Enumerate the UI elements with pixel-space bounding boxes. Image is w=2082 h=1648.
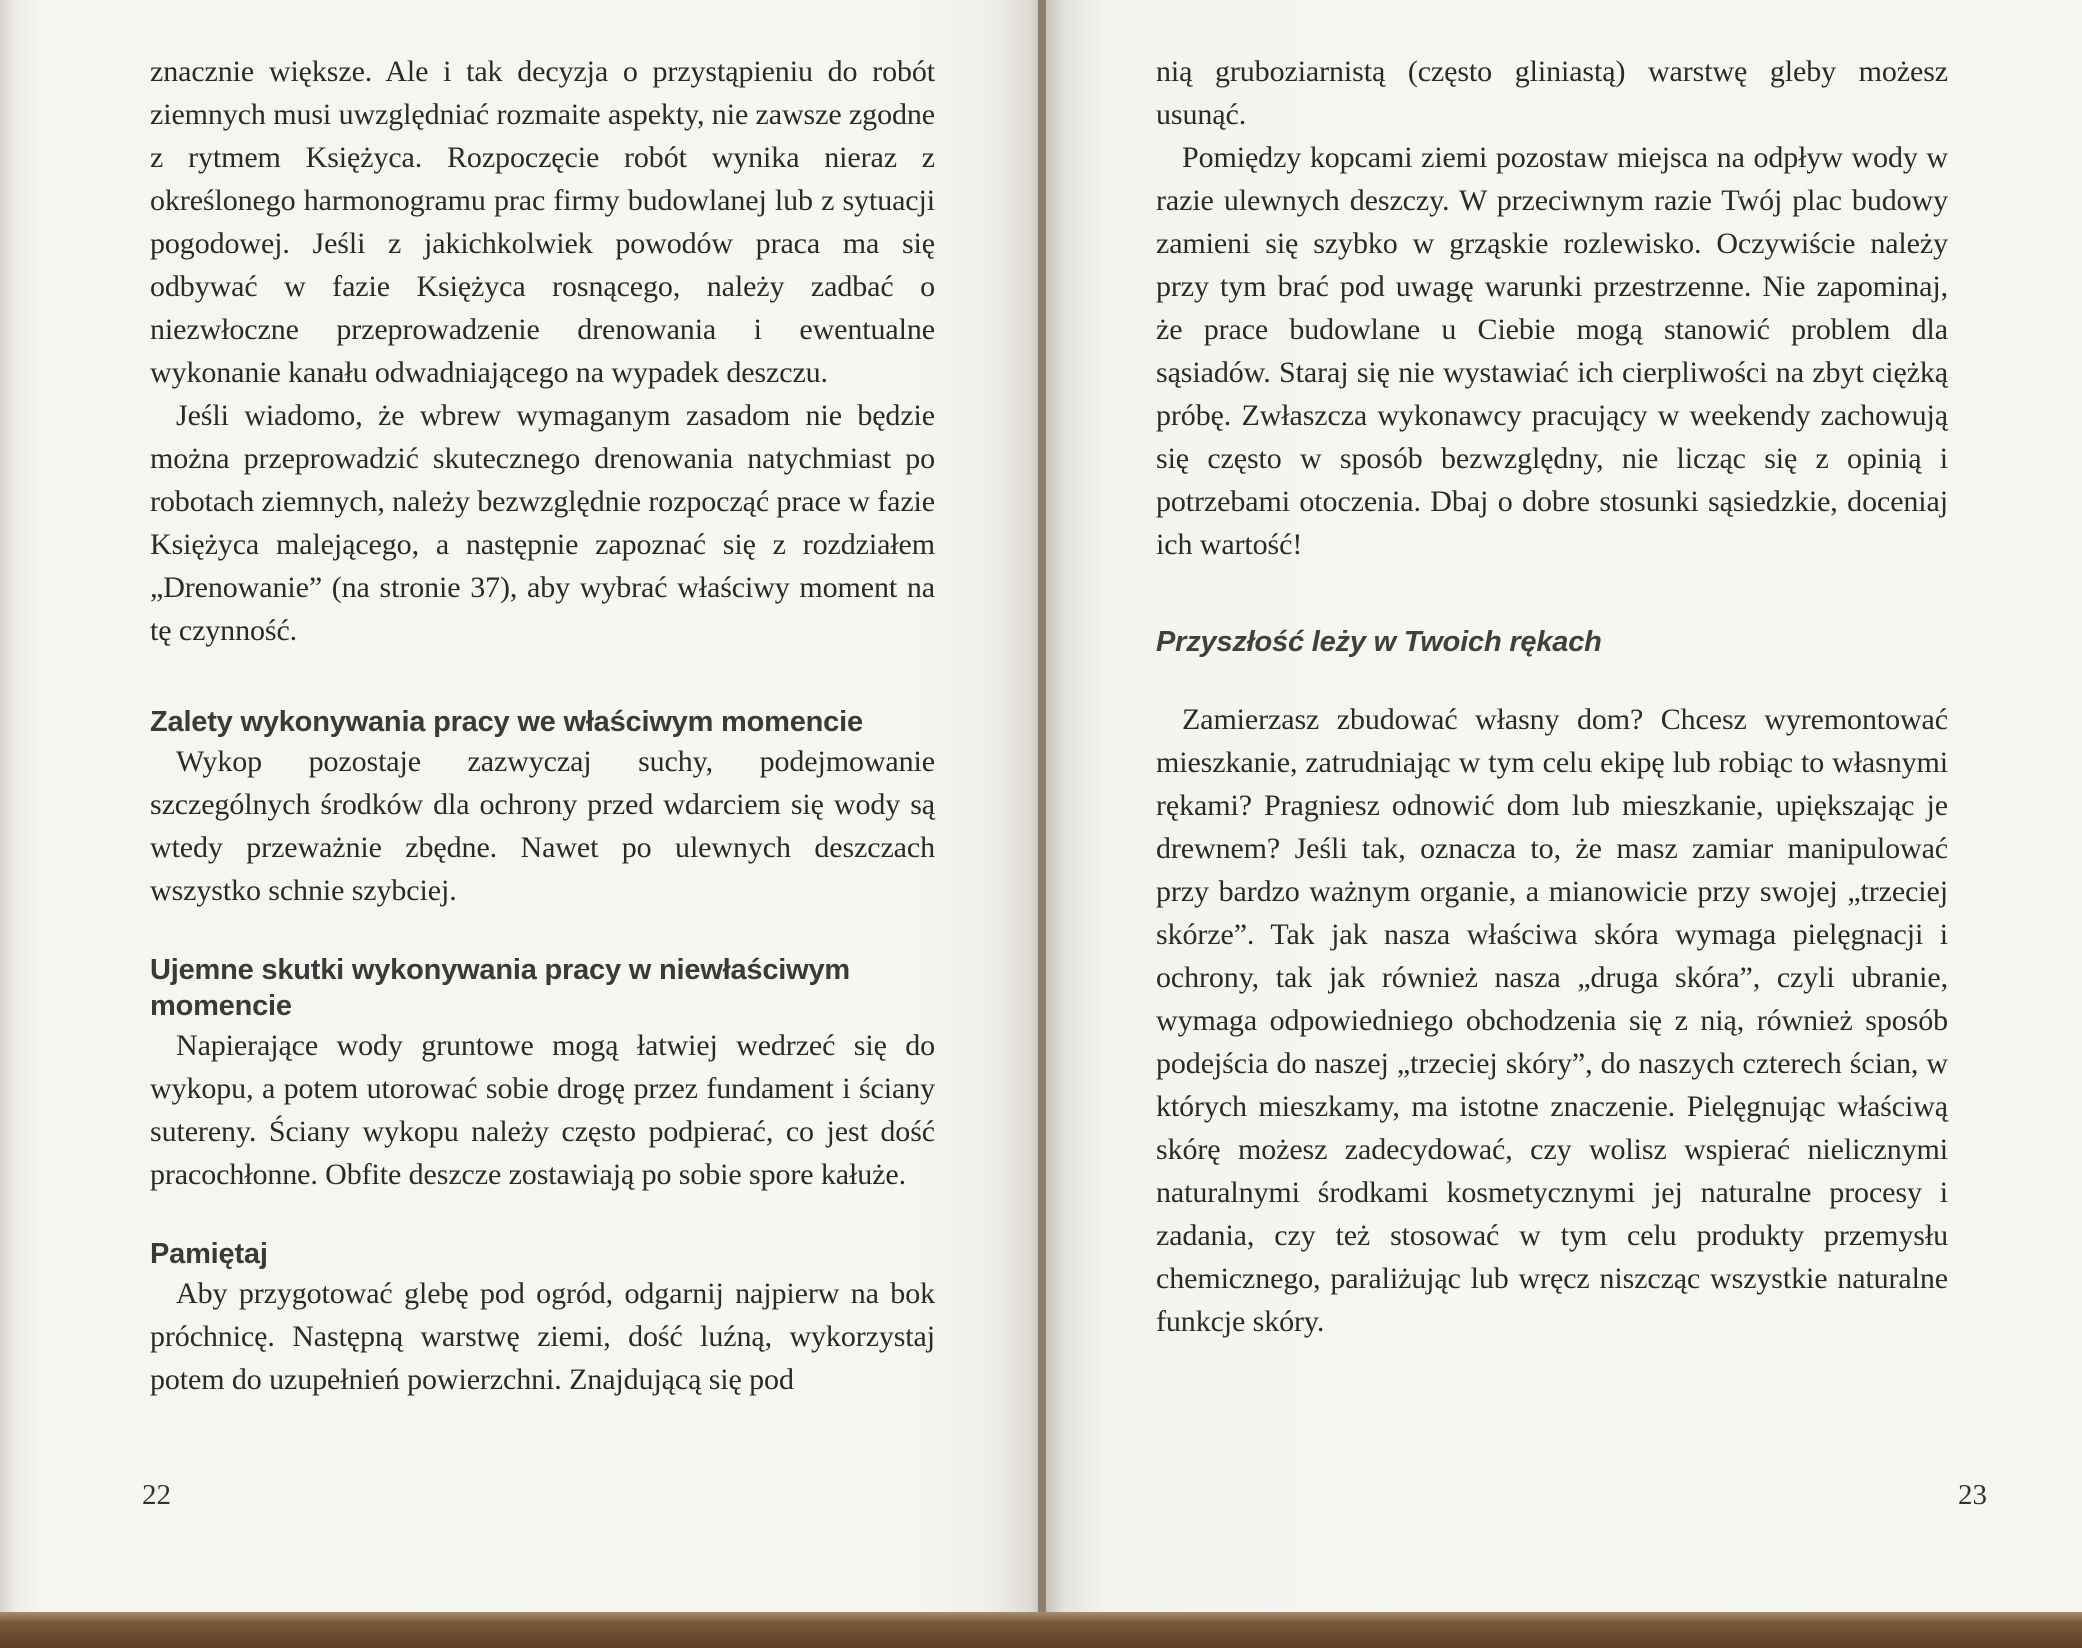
book-gutter — [1038, 0, 1046, 1612]
paragraph: Pomiędzy kopcami ziemi pozostaw miejsca na odpływ wody w razie ulewnych deszczy. W przeciwnym razie Twój plac budowy zamieni się szybko w grząskie rozlewisko. Oczywiście należy przy tym brać pod uwagę warunki przestrzenne. Nie zapominaj, że prace budowlane u Ciebie mogą stanowić problem dla sąsiadów. Staraj się nie wystawiać ich cierpliwości na zbyt ciężką próbę. Zwłaszcza wykonawcy pracujący w weekendy zachowują się często w sposób bezwzględny, nie licząc się z opinią i potrzebami otoczenia. Dbaj o dobre stosunki sąsiedzkie, doceniaj ich wartość! — [1156, 141, 1948, 561]
paragraph: Aby przygotować glebę pod ogród, odgarnij najpierw na bok próchnicę. Następną warstwę ziemi, dość luźną, wykorzystaj potem do uzupełnień powierzchni. Znajdującą się pod — [150, 1277, 935, 1396]
section-heading: Przyszłość leży w Twoich rękach — [1156, 626, 1602, 658]
page-number: 23 — [1958, 1479, 1987, 1511]
paragraph: Jeśli wiadomo, że wbrew wymaganym zasadom nie będzie można przeprowadzić skutecznego drenowania natychmiast po robotach ziemnych, należy bezwzględnie rozpocząć prace w fazie Księżyca malejącego, a następnie zapoznać się z rozdziałem „Drenowanie” (na stronie 37), aby wybrać właściwy moment na tę czynność. — [150, 399, 936, 647]
right-page-text-column — [1156, 50, 1948, 1343]
left-page — [0, 0, 1038, 1612]
book-cover-edge — [0, 1612, 2082, 1648]
paragraph: nią gruboziarnistą (często gliniastą) warstwę gleby możesz usunąć. — [1156, 55, 1948, 131]
paragraph: znacznie większe. Ale i tak decyzja o przystąpieniu do robót ziemnych musi uwzględniać rozmaite aspekty, nie zawsze zgodne z rytmem Księżyca. Rozpoczęcie robót wynika nieraz z określonego harmonogramu prac firmy budowlanej lub z sytuacji pogodowej. Jeśli z jakichkolwiek powodów praca ma się odbywać w fazie Księżyca rosnącego, należy zadbać o niezwłoczne przeprowadzenie drenowania i ewentualne wykonanie kanału odwadniającego na wypadek deszczu. — [150, 55, 935, 389]
right-page — [1046, 0, 2082, 1612]
paragraph: Zamierzasz zbudować własny dom? Chcesz wyremontować mieszkanie, zatrudniając w tym celu ekipę lub robiąc to własnymi rękami? Pragniesz odnowić dom lub mieszkanie, upiększając je drewnem? Jeśli tak, oznacza to, że masz zamiar manipulować przy bardzo ważnym organie, a mianowicie przy swojej „trzeciej skórze”. Tak jak nasza właściwa skóra wymaga pielęgnacji i ochrony, tak jak również nasza „druga skóra”, czyli ubranie, wymaga odpowiedniego obchodzenia się z nią, również sposób podejścia do naszej „trzeciej skóry”, do naszych czterech ścian, w których mieszkamy, ma istotne znaczenie. Pielęgnując właściwą skórę możesz zadecydować, czy wolisz wspierać nielicznymi naturalnymi środkami kosmetycznymi jej naturalne procesy i zadania, czy też stosować w tym celu produkty przemysłu chemicznego, paraliżując lub wręcz niszcząc wszystkie naturalne funkcje skóry. — [1156, 703, 1948, 1338]
section-heading: Ujemne skutki wykonywania pracy w niewłaściwym momencie — [150, 954, 850, 1022]
paragraph: Napierające wody gruntowe mogą łatwiej wedrzeć się do wykopu, a potem utorować sobie drogę przez fundament i ściany sutereny. Ściany wykopu należy często podpierać, co jest dość pracochłonne. Obfite deszcze zostawiają po sobie spore kałuże. — [150, 1029, 935, 1191]
section-heading: Zalety wykonywania pracy we właściwym momencie — [150, 706, 863, 738]
section-heading: Pamiętaj — [150, 1238, 268, 1270]
page-number: 22 — [142, 1479, 171, 1511]
paragraph: Wykop pozostaje zazwyczaj suchy, podejmowanie szczególnych środków dla ochrony przed wdarciem się wody są wtedy przeważnie zbędne. Nawet po ulewnych deszczach wszystko schnie szybciej. — [150, 745, 935, 907]
left-page-text-column — [150, 50, 935, 1401]
